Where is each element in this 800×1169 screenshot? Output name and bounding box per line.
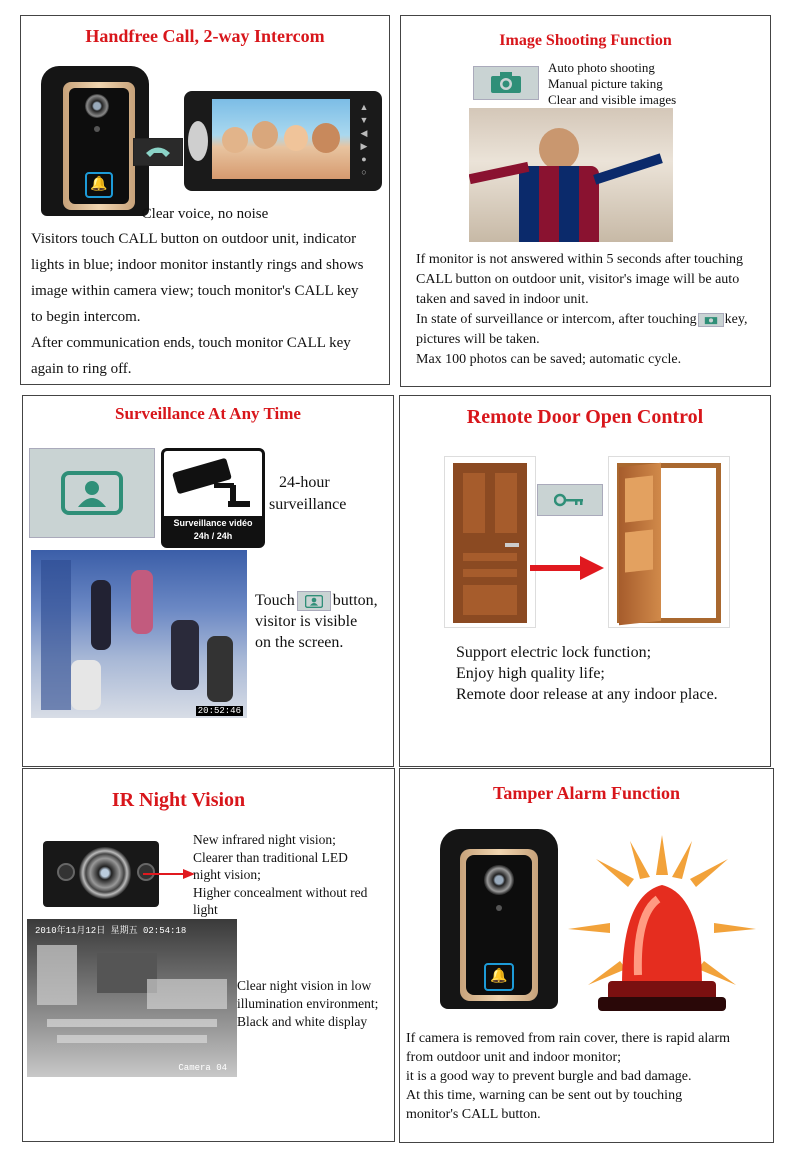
panel-handfree-call [20, 15, 390, 385]
panel-title: Surveillance At Any Time [115, 404, 301, 423]
doorbell-unit [440, 829, 558, 1009]
camera-lens-icon [79, 847, 131, 899]
text-fragment: Touch [255, 592, 295, 609]
body-text [406, 1029, 772, 1124]
ir-description [193, 831, 393, 919]
closed-door [444, 456, 536, 628]
text-line: monitor's CALL button. [406, 1107, 541, 1122]
night-description [237, 977, 395, 1031]
alarm-light-icon [568, 835, 756, 1023]
text-line: Enjoy high quality life; [456, 665, 605, 682]
caption: Clear voice, no noise [141, 206, 269, 222]
badge-line: Surveillance vidéo [173, 518, 253, 528]
badge-line: 24h / 24h [193, 531, 233, 541]
text-line [255, 590, 394, 611]
arrow-right-icon [143, 867, 195, 881]
night-vision-photo [27, 919, 237, 1077]
text-line: If monitor is not answered within 5 seconds after touching [416, 252, 743, 267]
body-text [31, 226, 386, 382]
panel-title: Image Shooting Function [499, 32, 672, 49]
text-line: 24-hour [279, 474, 330, 491]
text-line: light [193, 902, 218, 917]
text-line: At this time, warning can be sent out by touching [406, 1088, 683, 1103]
call-key-icon [133, 138, 183, 166]
ir-camera-closeup [43, 841, 159, 907]
surveillance-label [269, 472, 389, 516]
call-button-icon: 🔔 [484, 963, 514, 991]
family-photo [212, 99, 350, 179]
badge-caption [164, 516, 262, 545]
camera-key-icon [473, 66, 539, 100]
text-line: illumination environment; [237, 996, 379, 1011]
panel-image-shooting [400, 15, 771, 387]
text-line: Max 100 photos can be saved; automatic cycle. [416, 352, 682, 367]
text-line: taken and saved in indoor unit. [416, 292, 589, 307]
osd-timestamp: 2010年11月12日 星期五 02:54:18 [35, 926, 187, 936]
text-line: it is a good way to prevent burgle and bad damage. [406, 1069, 692, 1084]
text-line: pictures will be taken. [416, 332, 540, 347]
monitor-key-icon [297, 591, 331, 611]
panel-title: Handfree Call, 2-way Intercom [85, 26, 325, 46]
text-line: Support electric lock function; [456, 644, 652, 661]
touch-instruction [255, 590, 394, 653]
arrow-right-icon [530, 554, 606, 582]
panel-title: Remote Door Open Control [466, 406, 704, 428]
text-line: After communication ends, touch monitor CALL key [31, 335, 351, 351]
feature-item: Auto photo shooting [548, 60, 655, 75]
text-line: New infrared night vision; [193, 832, 336, 847]
text-fragment: key, [724, 312, 748, 327]
panel-tamper-alarm [399, 768, 774, 1143]
feature-list [548, 60, 758, 108]
surveillance-photo [31, 550, 247, 718]
text-line: CALL button on outdoor unit, visitor's image will be auto [416, 272, 740, 287]
text-line: again to ring off. [31, 361, 132, 377]
text-fragment: button, [332, 592, 378, 609]
open-door [608, 456, 730, 628]
feature-item: Clear and visible images [548, 92, 677, 107]
cctv-camera-icon [170, 455, 254, 513]
text-line: Clearer than traditional LED [193, 849, 348, 865]
indoor-monitor: ▲ ▼ ◀ ▶ ● ○ [184, 91, 382, 191]
camera-label: Camera 04 [178, 1063, 227, 1073]
text-line: Remote door release at any indoor place. [456, 686, 718, 703]
unlock-key-icon [537, 484, 603, 516]
camera-lens-icon [85, 94, 109, 118]
panel-ir-night-vision [22, 768, 395, 1142]
panel-surveillance [22, 395, 394, 767]
text-line: on the screen. [255, 634, 344, 652]
feature-item: Manual picture taking [548, 76, 663, 91]
text-line: surveillance [269, 496, 347, 513]
text-line: visitor is visible [255, 613, 358, 631]
surveillance-badge [161, 448, 265, 548]
timestamp: 20:52:46 [197, 706, 241, 716]
body-text [416, 250, 766, 370]
panel-title: Tamper Alarm Function [492, 783, 680, 803]
text-line: Visitors touch CALL button on outdoor unit, indicator [31, 231, 357, 247]
text-line: night vision; [193, 867, 261, 882]
monitor-key-icon [29, 448, 155, 538]
text-line [416, 310, 766, 330]
text-line: image within camera view; touch monitor's CALL key [31, 283, 359, 299]
body-text [456, 642, 766, 705]
text-line: Higher concealment without red [193, 884, 368, 900]
text-line: Black and white display [237, 1014, 368, 1029]
text-line: If camera is removed from rain cover, there is rapid alarm [406, 1031, 731, 1046]
text-line: to begin intercom. [31, 309, 141, 325]
text-line: Clear night vision in low [237, 978, 372, 993]
camera-lens-icon [484, 865, 514, 895]
call-button-icon: 🔔 [85, 172, 113, 198]
camera-key-icon [698, 313, 724, 327]
captured-photo [469, 108, 673, 242]
panel-title: IR Night Vision [111, 789, 246, 811]
text-line: lights in blue; indoor monitor instantly rings and shows [31, 257, 364, 273]
panel-remote-door [399, 395, 771, 767]
text-fragment: In state of surveillance or intercom, after touching [416, 312, 697, 327]
text-line: from outdoor unit and indoor monitor; [406, 1050, 622, 1065]
door-handle-icon [505, 543, 519, 547]
